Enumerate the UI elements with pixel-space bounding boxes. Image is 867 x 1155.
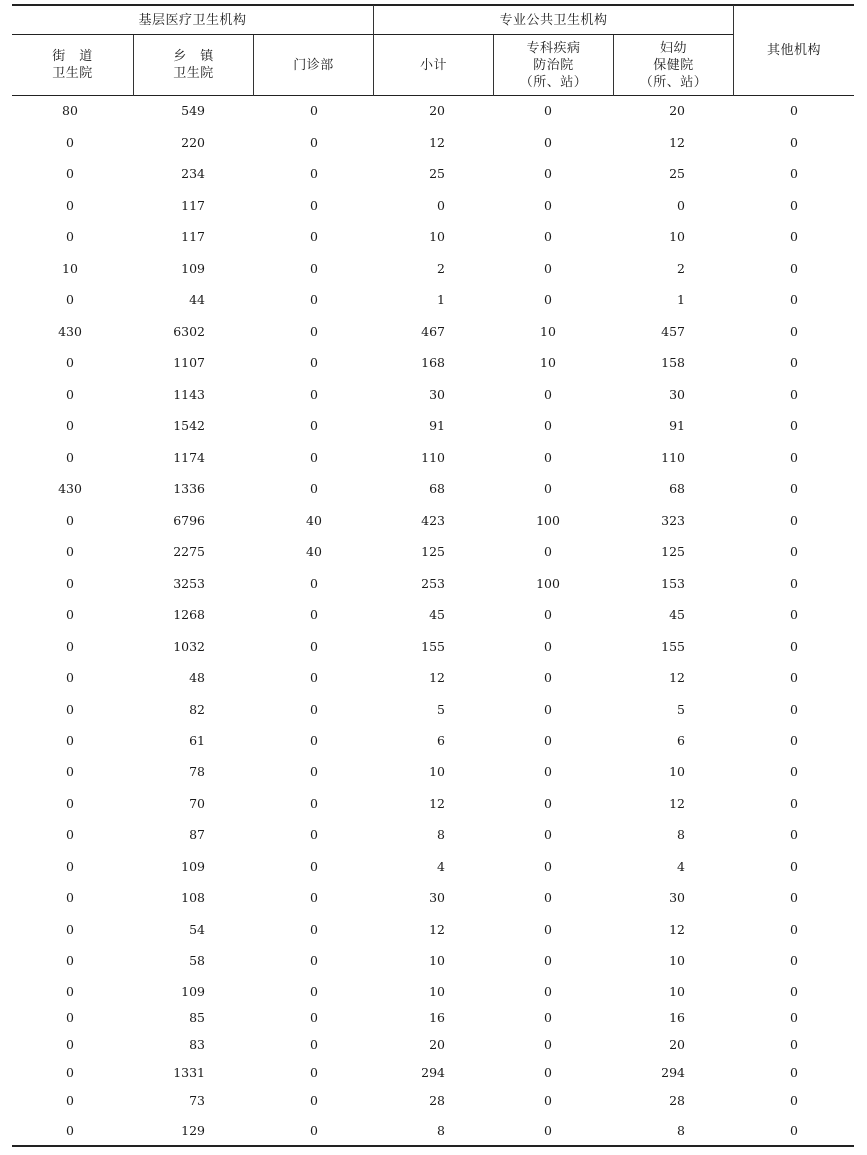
cell-disease-prevention: 10 <box>540 324 556 339</box>
cell-subtotal: 253 <box>421 576 445 591</box>
cell-disease-prevention: 0 <box>544 702 552 717</box>
cell-town-clinic: 1032 <box>173 639 205 654</box>
cell-outpatient: 0 <box>310 1037 318 1052</box>
cell-outpatient: 0 <box>310 135 318 150</box>
cell-outpatient: 0 <box>310 450 318 465</box>
cell-town-clinic: 85 <box>189 1010 205 1025</box>
cell-maternal-child: 20 <box>669 1037 685 1052</box>
cell-street-clinic: 0 <box>66 764 74 779</box>
cell-outpatient: 0 <box>310 922 318 937</box>
cell-other: 0 <box>790 513 798 528</box>
cell-town-clinic: 220 <box>181 135 205 150</box>
cell-other: 0 <box>790 1037 798 1052</box>
header-subtotal: 小计 <box>419 57 447 73</box>
cell-other: 0 <box>790 1093 798 1108</box>
cell-other: 0 <box>790 324 798 339</box>
cell-maternal-child: 0 <box>677 198 685 213</box>
cell-other: 0 <box>790 450 798 465</box>
cell-maternal-child: 10 <box>669 984 685 999</box>
cell-maternal-child: 153 <box>661 576 685 591</box>
cell-town-clinic: 82 <box>189 702 205 717</box>
cell-street-clinic: 80 <box>62 103 78 118</box>
cell-disease-prevention: 0 <box>544 890 552 905</box>
cell-other: 0 <box>790 859 798 874</box>
cell-street-clinic: 0 <box>66 1123 74 1138</box>
header-other: 其他机构 <box>766 43 821 58</box>
cell-other: 0 <box>790 922 798 937</box>
cell-other: 0 <box>790 292 798 307</box>
cell-disease-prevention: 0 <box>544 1010 552 1025</box>
cell-maternal-child: 110 <box>661 450 685 465</box>
cell-other: 0 <box>790 229 798 244</box>
cell-other: 0 <box>790 103 798 118</box>
cell-town-clinic: 2275 <box>173 544 205 559</box>
cell-subtotal: 20 <box>429 103 445 118</box>
cell-maternal-child: 12 <box>669 922 685 937</box>
cell-town-clinic: 1336 <box>173 481 205 496</box>
cell-street-clinic: 0 <box>66 984 74 999</box>
cell-town-clinic: 70 <box>189 796 205 811</box>
cell-town-clinic: 87 <box>189 827 205 842</box>
cell-street-clinic: 0 <box>66 229 74 244</box>
cell-other: 0 <box>790 953 798 968</box>
cell-maternal-child: 294 <box>661 1065 685 1080</box>
cell-maternal-child: 68 <box>669 481 685 496</box>
cell-other: 0 <box>790 576 798 591</box>
cell-outpatient: 0 <box>310 827 318 842</box>
cell-street-clinic: 0 <box>66 166 74 181</box>
cell-subtotal: 30 <box>429 890 445 905</box>
cell-maternal-child: 10 <box>669 229 685 244</box>
cell-other: 0 <box>790 481 798 496</box>
cell-subtotal: 294 <box>421 1065 445 1080</box>
cell-street-clinic: 0 <box>66 639 74 654</box>
cell-town-clinic: 73 <box>189 1093 205 1108</box>
cell-outpatient: 0 <box>310 1010 318 1025</box>
cell-street-clinic: 0 <box>66 1065 74 1080</box>
cell-outpatient: 0 <box>310 324 318 339</box>
cell-maternal-child: 30 <box>669 387 685 402</box>
cell-town-clinic: 58 <box>189 953 205 968</box>
cell-other: 0 <box>790 1065 798 1080</box>
cell-street-clinic: 0 <box>66 607 74 622</box>
cell-disease-prevention: 0 <box>544 953 552 968</box>
cell-disease-prevention: 0 <box>544 1093 552 1108</box>
header-outpatient: 门诊部 <box>293 57 334 73</box>
cell-outpatient: 0 <box>310 1065 318 1080</box>
cell-disease-prevention: 0 <box>544 733 552 748</box>
cell-maternal-child: 323 <box>661 513 685 528</box>
cell-subtotal: 5 <box>437 702 445 717</box>
cell-other: 0 <box>790 733 798 748</box>
cell-disease-prevention: 0 <box>544 198 552 213</box>
cell-street-clinic: 430 <box>58 324 82 339</box>
cell-other: 0 <box>790 607 798 622</box>
cell-outpatient: 0 <box>310 229 318 244</box>
cell-disease-prevention: 0 <box>544 103 552 118</box>
cell-disease-prevention: 0 <box>544 261 552 276</box>
header-maternal-child: 妇幼 保健院 （所、站） <box>639 40 708 90</box>
cell-street-clinic: 0 <box>66 890 74 905</box>
cell-town-clinic: 129 <box>181 1123 205 1138</box>
cell-disease-prevention: 0 <box>544 544 552 559</box>
cell-street-clinic: 0 <box>66 670 74 685</box>
cell-other: 0 <box>790 827 798 842</box>
cell-maternal-child: 8 <box>677 1123 685 1138</box>
cell-other: 0 <box>790 1123 798 1138</box>
cell-town-clinic: 109 <box>181 984 205 999</box>
cell-outpatient: 0 <box>310 355 318 370</box>
cell-other: 0 <box>790 387 798 402</box>
cell-subtotal: 25 <box>429 166 445 181</box>
cell-other: 0 <box>790 1010 798 1025</box>
header-group-basic: 基层医疗卫生机构 <box>138 12 247 28</box>
cell-disease-prevention: 0 <box>544 1037 552 1052</box>
cell-maternal-child: 155 <box>661 639 685 654</box>
cell-disease-prevention: 0 <box>544 481 552 496</box>
cell-maternal-child: 30 <box>669 890 685 905</box>
cell-outpatient: 0 <box>310 418 318 433</box>
cell-outpatient: 0 <box>310 103 318 118</box>
cell-outpatient: 0 <box>310 607 318 622</box>
cell-town-clinic: 1107 <box>173 355 205 370</box>
cell-town-clinic: 6302 <box>173 324 205 339</box>
cell-subtotal: 0 <box>437 198 445 213</box>
cell-street-clinic: 0 <box>66 733 74 748</box>
cell-other: 0 <box>790 135 798 150</box>
cell-outpatient: 0 <box>310 166 318 181</box>
cell-disease-prevention: 0 <box>544 984 552 999</box>
cell-disease-prevention: 0 <box>544 418 552 433</box>
cell-street-clinic: 430 <box>58 481 82 496</box>
cell-other: 0 <box>790 670 798 685</box>
cell-subtotal: 45 <box>429 607 445 622</box>
cell-street-clinic: 0 <box>66 953 74 968</box>
cell-disease-prevention: 0 <box>544 166 552 181</box>
cell-street-clinic: 0 <box>66 513 74 528</box>
cell-subtotal: 1 <box>437 292 445 307</box>
cell-street-clinic: 0 <box>66 135 74 150</box>
cell-town-clinic: 1174 <box>173 450 205 465</box>
cell-maternal-child: 10 <box>669 764 685 779</box>
cell-street-clinic: 0 <box>66 292 74 307</box>
cell-street-clinic: 0 <box>66 1010 74 1025</box>
cell-outpatient: 0 <box>310 733 318 748</box>
cell-town-clinic: 44 <box>189 292 205 307</box>
cell-subtotal: 8 <box>437 1123 445 1138</box>
cell-subtotal: 28 <box>429 1093 445 1108</box>
cell-town-clinic: 48 <box>189 670 205 685</box>
cell-maternal-child: 125 <box>661 544 685 559</box>
cell-disease-prevention: 0 <box>544 1123 552 1138</box>
cell-subtotal: 12 <box>429 922 445 937</box>
cell-other: 0 <box>790 166 798 181</box>
cell-subtotal: 8 <box>437 827 445 842</box>
cell-town-clinic: 54 <box>189 922 205 937</box>
cell-maternal-child: 457 <box>661 324 685 339</box>
cell-town-clinic: 1542 <box>173 418 205 433</box>
header-town-clinic: 乡 镇 卫生院 <box>173 49 214 81</box>
cell-maternal-child: 12 <box>669 135 685 150</box>
header-disease-prevention: 专科疾病 防治院 （所、站） <box>519 40 588 90</box>
cell-street-clinic: 0 <box>66 544 74 559</box>
cell-outpatient: 0 <box>310 387 318 402</box>
table-bottom-rule <box>12 1145 854 1147</box>
cell-other: 0 <box>790 984 798 999</box>
cell-subtotal: 16 <box>429 1010 445 1025</box>
cell-street-clinic: 0 <box>66 827 74 842</box>
cell-town-clinic: 1268 <box>173 607 205 622</box>
cell-subtotal: 10 <box>429 229 445 244</box>
cell-outpatient: 40 <box>306 513 322 528</box>
cell-maternal-child: 6 <box>677 733 685 748</box>
cell-other: 0 <box>790 544 798 559</box>
cell-maternal-child: 45 <box>669 607 685 622</box>
cell-town-clinic: 83 <box>189 1037 205 1052</box>
cell-outpatient: 0 <box>310 890 318 905</box>
cell-disease-prevention: 0 <box>544 292 552 307</box>
cell-disease-prevention: 0 <box>544 764 552 779</box>
cell-disease-prevention: 0 <box>544 827 552 842</box>
cell-maternal-child: 28 <box>669 1093 685 1108</box>
cell-subtotal: 91 <box>429 418 445 433</box>
cell-street-clinic: 0 <box>66 922 74 937</box>
cell-disease-prevention: 10 <box>540 355 556 370</box>
cell-outpatient: 0 <box>310 984 318 999</box>
cell-subtotal: 10 <box>429 764 445 779</box>
cell-maternal-child: 20 <box>669 103 685 118</box>
cell-other: 0 <box>790 890 798 905</box>
cell-outpatient: 0 <box>310 796 318 811</box>
cell-subtotal: 68 <box>429 481 445 496</box>
cell-street-clinic: 10 <box>62 261 78 276</box>
cell-subtotal: 2 <box>437 261 445 276</box>
cell-outpatient: 0 <box>310 261 318 276</box>
cell-outpatient: 0 <box>310 764 318 779</box>
cell-town-clinic: 109 <box>181 859 205 874</box>
cell-street-clinic: 0 <box>66 1037 74 1052</box>
cell-street-clinic: 0 <box>66 387 74 402</box>
cell-town-clinic: 117 <box>181 229 205 244</box>
cell-subtotal: 10 <box>429 953 445 968</box>
cell-town-clinic: 109 <box>181 261 205 276</box>
cell-street-clinic: 0 <box>66 450 74 465</box>
cell-disease-prevention: 0 <box>544 670 552 685</box>
cell-town-clinic: 234 <box>181 166 205 181</box>
cell-maternal-child: 91 <box>669 418 685 433</box>
cell-disease-prevention: 0 <box>544 922 552 937</box>
cell-street-clinic: 0 <box>66 198 74 213</box>
cell-subtotal: 30 <box>429 387 445 402</box>
cell-outpatient: 0 <box>310 292 318 307</box>
cell-outpatient: 0 <box>310 1123 318 1138</box>
cell-maternal-child: 2 <box>677 261 685 276</box>
cell-outpatient: 0 <box>310 481 318 496</box>
cell-other: 0 <box>790 261 798 276</box>
cell-maternal-child: 5 <box>677 702 685 717</box>
cell-street-clinic: 0 <box>66 796 74 811</box>
cell-outpatient: 0 <box>310 859 318 874</box>
cell-other: 0 <box>790 639 798 654</box>
cell-town-clinic: 117 <box>181 198 205 213</box>
cell-subtotal: 168 <box>421 355 445 370</box>
cell-other: 0 <box>790 198 798 213</box>
cell-disease-prevention: 0 <box>544 1065 552 1080</box>
cell-disease-prevention: 0 <box>544 796 552 811</box>
cell-other: 0 <box>790 418 798 433</box>
cell-other: 0 <box>790 764 798 779</box>
cell-town-clinic: 1143 <box>173 387 205 402</box>
cell-street-clinic: 0 <box>66 418 74 433</box>
cell-subtotal: 10 <box>429 984 445 999</box>
cell-town-clinic: 1331 <box>173 1065 205 1080</box>
cell-maternal-child: 10 <box>669 953 685 968</box>
cell-disease-prevention: 100 <box>536 576 560 591</box>
cell-town-clinic: 549 <box>181 103 205 118</box>
cell-disease-prevention: 0 <box>544 387 552 402</box>
cell-town-clinic: 108 <box>181 890 205 905</box>
cell-outpatient: 0 <box>310 639 318 654</box>
cell-disease-prevention: 0 <box>544 639 552 654</box>
cell-subtotal: 12 <box>429 670 445 685</box>
cell-maternal-child: 16 <box>669 1010 685 1025</box>
cell-maternal-child: 1 <box>677 292 685 307</box>
cell-outpatient: 0 <box>310 953 318 968</box>
cell-outpatient: 0 <box>310 702 318 717</box>
cell-subtotal: 155 <box>421 639 445 654</box>
cell-town-clinic: 3253 <box>173 576 205 591</box>
cell-outpatient: 0 <box>310 1093 318 1108</box>
cell-other: 0 <box>790 796 798 811</box>
cell-subtotal: 4 <box>437 859 445 874</box>
cell-maternal-child: 4 <box>677 859 685 874</box>
cell-subtotal: 12 <box>429 796 445 811</box>
cell-outpatient: 0 <box>310 576 318 591</box>
cell-maternal-child: 12 <box>669 670 685 685</box>
cell-subtotal: 467 <box>421 324 445 339</box>
cell-maternal-child: 25 <box>669 166 685 181</box>
cell-disease-prevention: 0 <box>544 135 552 150</box>
cell-subtotal: 6 <box>437 733 445 748</box>
cell-subtotal: 12 <box>429 135 445 150</box>
cell-disease-prevention: 0 <box>544 859 552 874</box>
cell-outpatient: 0 <box>310 670 318 685</box>
cell-subtotal: 423 <box>421 513 445 528</box>
cell-other: 0 <box>790 355 798 370</box>
cell-town-clinic: 78 <box>189 764 205 779</box>
cell-street-clinic: 0 <box>66 355 74 370</box>
cell-disease-prevention: 0 <box>544 450 552 465</box>
cell-disease-prevention: 0 <box>544 229 552 244</box>
cell-town-clinic: 61 <box>189 733 205 748</box>
cell-street-clinic: 0 <box>66 702 74 717</box>
cell-disease-prevention: 0 <box>544 607 552 622</box>
cell-maternal-child: 158 <box>661 355 685 370</box>
cell-disease-prevention: 100 <box>536 513 560 528</box>
cell-town-clinic: 6796 <box>173 513 205 528</box>
cell-street-clinic: 0 <box>66 1093 74 1108</box>
cell-outpatient: 0 <box>310 198 318 213</box>
cell-street-clinic: 0 <box>66 576 74 591</box>
header-street-clinic: 街 道 卫生院 <box>52 49 93 81</box>
cell-street-clinic: 0 <box>66 859 74 874</box>
cell-subtotal: 110 <box>421 450 445 465</box>
header-bottom-rule <box>12 95 854 96</box>
cell-other: 0 <box>790 702 798 717</box>
cell-subtotal: 20 <box>429 1037 445 1052</box>
cell-subtotal: 125 <box>421 544 445 559</box>
cell-maternal-child: 8 <box>677 827 685 842</box>
cell-outpatient: 40 <box>306 544 322 559</box>
cell-maternal-child: 12 <box>669 796 685 811</box>
header-group-public: 专业公共卫生机构 <box>499 12 608 28</box>
